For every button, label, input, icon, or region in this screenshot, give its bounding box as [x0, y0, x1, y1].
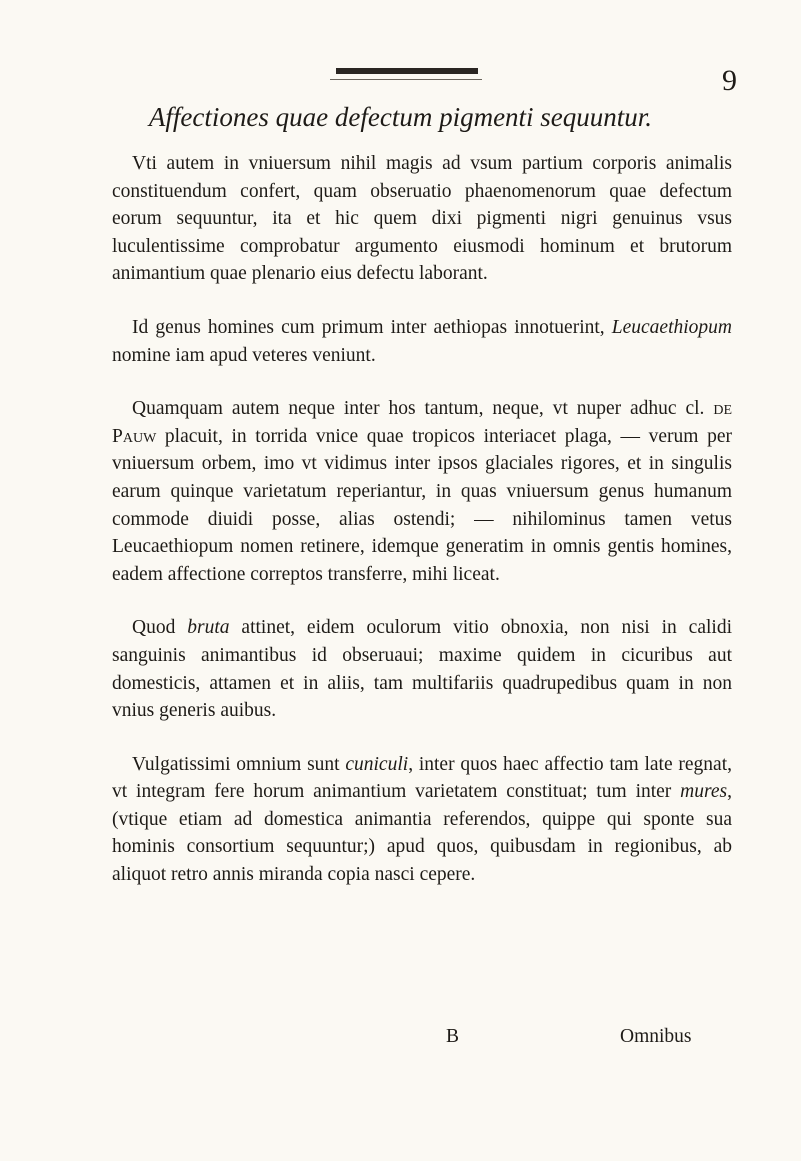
paragraph-text: Id genus homines cum primum inter aethiopas innotuerint,	[132, 316, 612, 338]
paragraph-text: , (vtique etiam ad domestica animantia referendos, quippe qui sponte sua hominis consortium sequuntur;) apud quos, quibusdam in regionibus, ab aliquot retro annis miranda copia nasci cepere.	[112, 781, 732, 886]
italic-term: bruta	[187, 617, 230, 639]
paragraph-4	[112, 614, 732, 724]
catchword: Omnibus	[620, 1026, 692, 1047]
paragraph-text: , inter quos haec affectio tam late regnat, vt integram fere horum animantium varietatem constituat; tum inter	[112, 753, 732, 803]
italic-term: Leucaethiopum	[611, 316, 732, 338]
italic-term: mures	[680, 781, 728, 803]
paragraph-1: Vti autem in vniuersum nihil magis ad vsum partium corporis animalis constituendum confert, quam obseruatio phaenomenorum quae defectum eorum sequuntur, ita et hic quem dixi pigmenti nigri genuinus vsus luculentissime comprobatur argumento eiusmodi hominum et brutorum animantium quae plenario eius defectu laborant.	[112, 153, 732, 285]
page-title: Affectiones quae defectum pigmenti sequuntur.	[148, 102, 653, 132]
paragraph-3	[112, 395, 732, 588]
author-name: de Pauw	[112, 398, 732, 447]
paragraph-text: nomine iam apud veteres veniunt.	[112, 344, 376, 366]
signature-mark: B	[446, 1026, 460, 1047]
paragraph-2	[112, 314, 732, 369]
paragraph-text: placuit, in torrida vnice quae tropicos interiacet plaga, — verum per vniuersum orbem, imo vt vidimus inter ipsos glaciales rigores, et in singulis earum quinque varietatum reperiantur, in quas vniuersum genus humanum commode diuidi posse, alias ostendi; — nihilominus tamen vetus Leucaethiopum nomen retinere, idemque generatim in omnis gentis homines, eadem affectione correptos transferre, mihi liceat.	[112, 425, 732, 585]
italic-term: cuniculi	[345, 753, 409, 775]
page-number: 9	[722, 64, 737, 97]
header-rule	[336, 68, 478, 74]
paragraph-text: Vulgatissimi omnium sunt	[132, 753, 346, 775]
body-text	[112, 150, 732, 889]
header-rule-thin	[330, 79, 482, 80]
paragraph-5	[112, 751, 732, 889]
paragraph-text: Quod	[132, 617, 188, 639]
paragraph-text: attinet, eidem oculorum vitio obnoxia, non nisi in calidi sanguinis animantibus id obseruaui; maxime quidem in cicuribus aut domesticis, attamen et in aliis, tam multifariis quadrupedibus quam in non vnius generis auibus.	[112, 617, 732, 722]
paragraph-text: Quamquam autem neque inter hos tantum, neque, vt nuper adhuc cl.	[132, 398, 714, 420]
